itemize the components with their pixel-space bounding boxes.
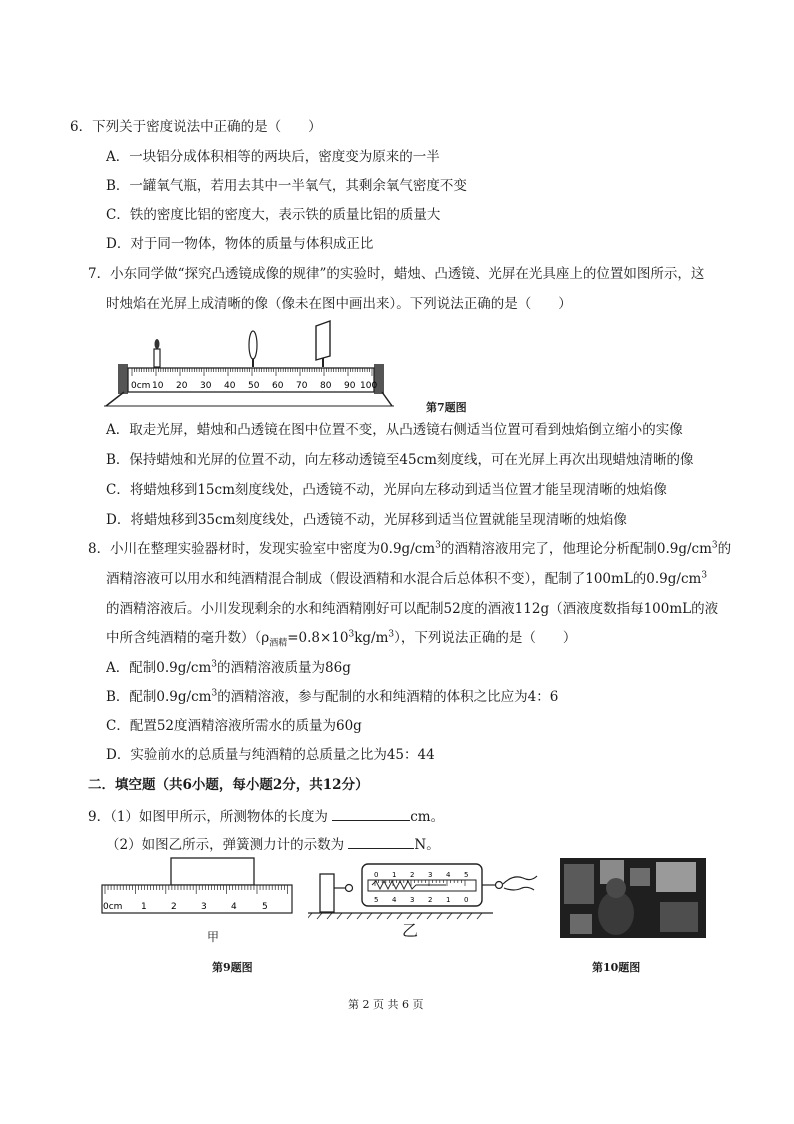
q8-line3: 的酒精溶液后。小川发现剩余的水和纯酒精刚好可以配制52度的酒液112g（酒液度数指每100mL的液 [106,601,719,617]
q8-option-a-part2: 的酒精溶液质量为86g [217,660,351,676]
hatch-line [417,913,422,919]
superscript-3: 3 [211,659,218,670]
q8-line1-a: 8．小川在整理实验器材时，发现实验室中密度为0.9g/cm [88,541,436,557]
ruler-label-0: 0cm [103,902,123,912]
q6-stem: 6．下列关于密度说法中正确的是（ ） [70,119,322,135]
q9-part2-unit: N。 [414,837,440,853]
q8-line4-d: ），下列说法正确的是（ ） [394,630,577,646]
scale-bottom-3: 3 [410,896,415,904]
q8-line4 [106,629,576,647]
optical-bench-figure [104,318,394,410]
superscript-3: 3 [711,540,718,551]
bench-label-90: 90 [344,381,356,391]
hatch-line [347,913,352,919]
scale-top-2: 2 [410,871,415,879]
bench-label-70: 70 [296,381,308,391]
bench-label-20: 20 [176,381,188,391]
q7-option-b: B．保持蜡烛和光屏的位置不动，向左移动透镜至45cm刻度线，可在光屏上再次出现蜡烛清晰的像 [106,452,694,468]
ruler-label-1: 1 [141,902,147,912]
scale-bottom-0: 0 [464,896,469,904]
q10-photo-content [560,858,706,938]
scale-top-3: 3 [428,871,433,879]
convex-lens [249,331,257,367]
q7-figure-caption: 第7题图 [426,401,467,414]
bench-label-10: 10 [152,381,164,391]
q8-line4-b: =0.8×10 [287,630,349,646]
q8-line1-b: 的酒精溶液用完了，他理论分析配制0.9g/cm [440,541,712,557]
scale-top-4: 4 [446,871,451,879]
section-2-heading: 二．填空题（共6小题，每小题2分，共12分） [88,777,369,793]
q9-part2 [106,834,440,854]
q7-option-d: D．将蜡烛移到35cm刻度线处，凸透镜不动，光屏移到适当位置就能呈现清晰的烛焰像 [106,512,627,528]
q8-option-b-part1: B．配制0.9g/cm [106,689,212,705]
hatch-line [387,913,392,919]
q8-line1-c: 的 [717,541,732,557]
spring-scale-figure-yi [308,858,540,920]
q7-stem-line2: 时烛焰在光屏上成清晰的像（像未在图中画出来）。下列说法正确的是（ ） [106,296,572,312]
hatch-line [447,913,452,919]
q8-line4-c: kg/m [354,630,389,646]
bench-label-50: 50 [248,381,260,391]
q9-part2-text: （2）如图乙所示，弹簧测力计的示数为 [106,837,345,853]
candle [154,339,160,367]
scale-top-5: 5 [464,871,469,879]
scale-bottom-1: 1 [446,896,451,904]
q9-part1-unit: cm。 [410,809,445,825]
q8-option-c: C．配置52度酒精溶液所需水的质量为60g [106,718,362,734]
q6-option-b: B．一罐氧气瓶，若用去其中一半氧气，其剩余氧气密度不变 [106,178,467,194]
figure-label-yi: 乙 [402,921,419,940]
superscript-3: 3 [348,629,355,640]
scale-top-1: 1 [392,871,397,879]
q8-option-a [106,659,351,677]
q6-option-a: A．一块铝分成体积相等的两块后，密度变为原来的一半 [106,149,440,165]
q8-line1 [88,540,731,558]
q6-option-c: C．铁的密度比铝的密度大，表示铁的质量比铝的质量大 [106,207,441,223]
q7-stem-line1: 7．小东同学做“探究凸透镜成像的规律”的实验时，蜡烛、凸透镜、光屏在光具座上的位置如图所示，这 [88,266,705,282]
bench-label-0: 0cm [131,381,151,391]
q8-option-b-part2: 的酒精溶液，参与配制的水和纯酒精的体积之比应为4：6 [217,689,559,705]
hatch-line [317,913,322,919]
ruler-label-5: 5 [262,902,268,912]
superscript-3: 3 [388,629,395,640]
hatch-line [427,913,432,919]
rho-subscript: 酒精 [269,638,288,649]
q9-figure-caption: 第9题图 [212,961,253,974]
hatch-line [308,913,312,919]
q9-part1-answer-blank[interactable] [332,806,410,821]
bench-label-100: 100 [360,381,378,391]
hatch-line [457,913,462,919]
figure-label-jia: 甲 [207,930,220,944]
q7-option-a: A．取走光屏，蜡烛和凸透镜在图中位置不变，从凸透镜右侧适当位置可看到烛焰倒立缩小的实像 [106,422,683,438]
page-footer: 第 2 页 共 6 页 [348,998,424,1011]
light-screen [316,321,330,367]
q8-line4-a: 中所含纯酒精的毫升数）（ρ [106,630,270,646]
q8-option-a-part1: A．配制0.9g/cm [106,660,212,676]
hatch-line [397,913,402,919]
scale-bottom-4: 4 [392,896,397,904]
hatch-line [477,913,482,919]
q10-photo [560,858,706,938]
q8-option-b [106,688,558,706]
measured-block [171,858,254,885]
ruler-figure-jia [100,856,296,920]
q9-part2-answer-blank[interactable] [348,834,414,849]
bench-label-40: 40 [224,381,236,391]
superscript-3: 3 [435,540,441,551]
scale-bottom-5: 5 [374,896,379,904]
hatch-line [367,913,372,919]
q8-line2 [106,570,707,588]
q7-option-c: C．将蜡烛移到15cm刻度线处，凸透镜不动，光屏向左移动到适当位置才能呈现清晰的烛焰像 [106,482,667,498]
q10-figure-caption: 第10题图 [592,961,641,974]
hatch-line [327,913,332,919]
q8-line2-a: 酒精溶液可以用水和纯酒精混合制成（假设酒精和水混合后总体积不变），配制了100mL的0.9g/cm [106,571,702,587]
hatch-line [437,913,442,919]
hatch-line [357,913,362,919]
scale-bottom-2: 2 [428,896,433,904]
bench-label-60: 60 [272,381,284,391]
q8-option-d: D．实验前水的总质量与纯酒精的总质量之比为45：44 [106,747,435,763]
q6-option-d: D．对于同一物体，物体的质量与体积成正比 [106,236,374,252]
hand-icon [503,876,537,884]
ruler-label-2: 2 [171,902,177,912]
hatch-line [337,913,342,919]
bench-label-30: 30 [200,381,212,391]
hatch-line [467,913,472,919]
q9-part1 [88,806,444,826]
superscript-3: 3 [211,688,218,699]
hatch-line [407,913,412,919]
q9-part1-text: 9．（1）如图甲所示，所测物体的长度为 [88,809,328,825]
fixed-block [320,874,334,912]
ruler-label-3: 3 [201,902,207,912]
ground-hatch [308,913,482,919]
scale-top-0: 0 [374,871,379,879]
bench-label-80: 80 [320,381,332,391]
ruler-label-4: 4 [231,902,237,912]
hatch-line [377,913,382,919]
superscript-3: 3 [701,570,708,581]
